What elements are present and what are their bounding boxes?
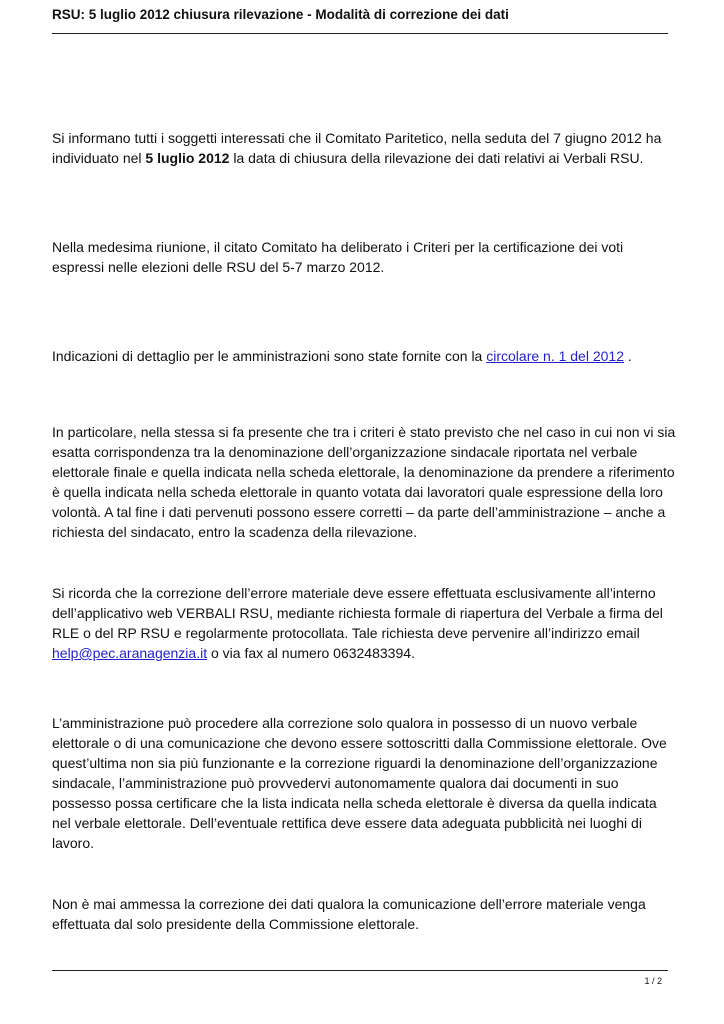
paragraph-correction-procedure — [52, 583, 677, 663]
help-email-link[interactable]: help@pec.aranagenzia.it — [52, 645, 208, 661]
paragraph-text: Indicazioni di dettaglio per le amministrazioni sono state fornite con la — [52, 348, 487, 364]
paragraph-details: In particolare, nella stessa si fa presente che tra i criteri è stato previsto che nel caso in cui non vi sia esatta corrispondenza tra la denominazione dell’organizzazione sindacale riportata nel verbale elettorale finale e quella indicata nella scheda elettorale, la denominazione da prendere a riferimento è quella indicata nella scheda elettorale in quanto votata dai lavoratori quale espressione della loro volontà. A tal fine i dati pervenuti possono essere corretti – da parte dell’amministrazione – anche a richiesta del sindacato, entro la scadenza della rilevazione. — [52, 424, 676, 540]
highlighted-date: 5 luglio 2012 — [145, 150, 230, 166]
paragraph-text: Si ricorda che la correzione dell’errore materiale deve essere effettuata esclusivamente all’interno dell’applicativo web VERBALI RSU, mediante richiesta formale di riapertura del Verbale a firma del RLE o del RP RSU e regolarmente protocollata. Tale richiesta deve pervenire all’indirizzo email — [52, 585, 663, 641]
paragraph-not-allowed: Non è mai ammessa la correzione dei dati qualora la comunicazione dell’errore materiale venga effettuata dal solo presidente della Commissione elettorale. — [52, 896, 646, 932]
paragraph-text: . — [624, 348, 632, 364]
paragraph-text: la data di chiusura della rilevazione dei dati relativi ai Verbali RSU. — [229, 150, 644, 166]
page-number: 1 / 2 — [644, 976, 662, 986]
footer-divider — [52, 970, 668, 971]
paragraph-criteria: Nella medesima riunione, il citato Comitato ha deliberato i Criteri per la certificazione dei voti espressi nelle elezioni delle RSU del 5-7 marzo 2012. — [52, 239, 624, 275]
paragraph-administration: L’amministrazione può procedere alla correzione solo qualora in possesso di un nuovo verbale elettorale o di una comunicazione che devono essere sottoscritti dalla Commissione elettorale. Ove quest’ultima non sia più funzionante e la correzione riguardi la denominazione dell’organizzazione sindacale, l’amministrazione può provvedervi autonomamente qualora dai documenti in suo possesso possa certificare che la lista indicata nella scheda elettorale è diversa da quella indicata nel verbale elettorale. Dell’eventuale rettifica deve essere data adeguata pubblicità nei luoghi di lavoro. — [52, 715, 667, 851]
page-header-title: RSU: 5 luglio 2012 chiusura rilevazione - Modalità di correzione dei dati — [52, 7, 509, 22]
circular-link[interactable]: circolare n. 1 del 2012 — [486, 348, 624, 364]
paragraph-circular — [52, 346, 677, 366]
paragraph-text: Si informano tutti i soggetti interessati che il Comitato Paritetico, nella seduta del 7 giugno 2012 ha individuato nel — [52, 130, 662, 166]
header-divider — [52, 33, 668, 34]
paragraph-closing-date — [52, 128, 677, 168]
paragraph-text: o via fax al numero 0632483394. — [207, 645, 415, 661]
